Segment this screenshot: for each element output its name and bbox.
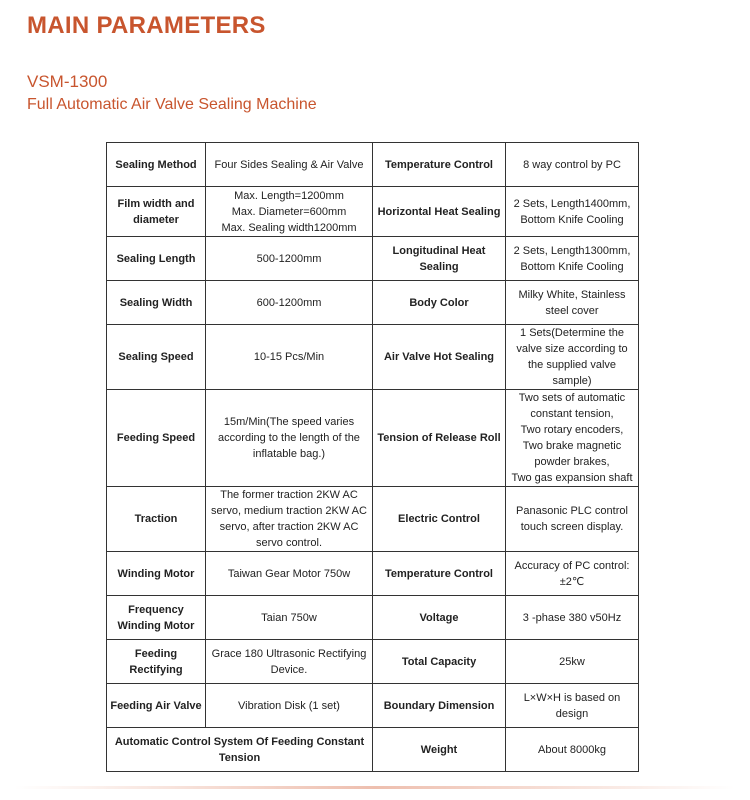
param-value: Panasonic PLC control touch screen display.	[506, 487, 639, 552]
param-value: 2 Sets, Length1400mm, Bottom Knife Cooling	[506, 187, 639, 237]
table-row	[107, 640, 639, 684]
param-value: Taiwan Gear Motor 750w	[206, 552, 373, 596]
param-value: The former traction 2KW AC servo, medium traction 2KW AC servo, after traction 2KW AC servo control.	[206, 487, 373, 552]
param-label-merged: Automatic Control System Of Feeding Constant Tension	[107, 728, 373, 772]
param-label: Sealing Method	[107, 143, 206, 187]
param-label: Horizontal Heat Sealing	[373, 187, 506, 237]
param-value: 15m/Min(The speed varies according to the length of the inflatable bag.)	[206, 390, 373, 487]
table-row	[107, 281, 639, 325]
param-label: Electric Control	[373, 487, 506, 552]
param-value: 10-15 Pcs/Min	[206, 325, 373, 390]
param-label: Film width and diameter	[107, 187, 206, 237]
table-row	[107, 552, 639, 596]
table-row	[107, 390, 639, 487]
param-label: Temperature Control	[373, 143, 506, 187]
param-label: Sealing Width	[107, 281, 206, 325]
param-value: Accuracy of PC control:±2℃	[506, 552, 639, 596]
param-value: 600-1200mm	[206, 281, 373, 325]
table-row	[107, 684, 639, 728]
table-row	[107, 187, 639, 237]
param-label: Feeding Speed	[107, 390, 206, 487]
table-row	[107, 325, 639, 390]
param-label: Traction	[107, 487, 206, 552]
param-label: Voltage	[373, 596, 506, 640]
param-value: About 8000kg	[506, 728, 639, 772]
param-value: Four Sides Sealing & Air Valve	[206, 143, 373, 187]
footer-divider	[15, 786, 735, 789]
param-value: Taian 750w	[206, 596, 373, 640]
table-row	[107, 728, 639, 772]
param-value: 2 Sets, Length1300mm, Bottom Knife Cooling	[506, 237, 639, 281]
param-value: 3 -phase 380 v50Hz	[506, 596, 639, 640]
param-label: Temperature Control	[373, 552, 506, 596]
param-label: Boundary Dimension	[373, 684, 506, 728]
param-label: Total Capacity	[373, 640, 506, 684]
param-value: Max. Length=1200mm Max. Diameter=600mm Max. Sealing width1200mm	[206, 187, 373, 237]
model-number: VSM-1300	[27, 72, 108, 91]
table-row	[107, 143, 639, 187]
table-row	[107, 596, 639, 640]
param-value: 25kw	[506, 640, 639, 684]
param-label: Sealing Length	[107, 237, 206, 281]
param-label: Body Color	[373, 281, 506, 325]
param-label: Tension of Release Roll	[373, 390, 506, 487]
param-label: Sealing Speed	[107, 325, 206, 390]
param-value: 1 Sets(Determine the valve size according to the supplied valve sample)	[506, 325, 639, 390]
param-label: Feeding Air Valve	[107, 684, 206, 728]
param-value: Vibration Disk (1 set)	[206, 684, 373, 728]
param-label: Air Valve Hot Sealing	[373, 325, 506, 390]
table-row	[107, 487, 639, 552]
param-label: Feeding Rectifying	[107, 640, 206, 684]
param-value: Milky White, Stainless steel cover	[506, 281, 639, 325]
param-value: 500-1200mm	[206, 237, 373, 281]
param-value: Two sets of automatic constant tension, Two rotary encoders, Two brake magnetic powder brakes, Two gas expansion shaft	[506, 390, 639, 487]
param-value: Grace 180 Ultrasonic Rectifying Device.	[206, 640, 373, 684]
parameters-table	[106, 142, 639, 772]
table-row	[107, 237, 639, 281]
param-label: Frequency Winding Motor	[107, 596, 206, 640]
param-label: Longitudinal Heat Sealing	[373, 237, 506, 281]
page-heading: MAIN PARAMETERS	[27, 12, 266, 39]
machine-subtitle: Full Automatic Air Valve Sealing Machine	[27, 96, 317, 113]
param-value: L×W×H is based on design	[506, 684, 639, 728]
param-value: 8 way control by PC	[506, 143, 639, 187]
param-label: Winding Motor	[107, 552, 206, 596]
param-label: Weight	[373, 728, 506, 772]
